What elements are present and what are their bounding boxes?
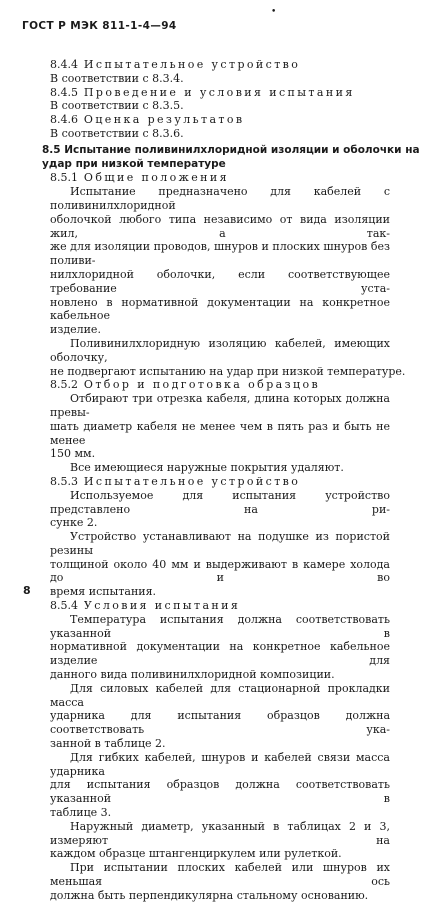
paragraph-line: нилхлоридной оболочки, если соответствующее требование уста-: [50, 267, 390, 295]
section-8-4-6-text: В соответствии с 8.3.6.: [50, 126, 184, 140]
section-8-4-4-title: 8.4.4 Испытательное устройство: [50, 58, 301, 71]
paragraph-line: При испытании плоских кабелей или шнуров их меньшая ось: [50, 861, 390, 889]
paragraph-line: не подвергают испытанию на удар при низкой температуре.: [50, 364, 406, 378]
paragraph-line: новлено в нормативной документации на конкретное кабельное: [50, 295, 390, 323]
paragraph-line: Для силовых кабелей для стационарной прокладки масса: [50, 681, 390, 709]
paragraph-line: занной в таблице 2.: [50, 737, 166, 751]
paragraph-line: Для гибких кабелей, шнуров и кабелей связи масса ударника: [50, 750, 390, 778]
paragraph-line: Наружный диаметр, указанный в таблицах 2 и 3, измеряют на: [50, 819, 390, 847]
speck: •: [271, 7, 277, 17]
page-number: 8: [23, 584, 31, 597]
section-8-4-5-title: 8.4.5 Проведение и условия испытания: [50, 85, 355, 99]
paragraph-line: изделие.: [50, 323, 101, 337]
paragraph-line: шать диаметр кабеля не менее чем в пять раз и быть не менее: [50, 419, 390, 447]
paragraph-line: 150 мм.: [50, 447, 96, 461]
section-8-5-2-title: 8.5.2 Отбор и подготовка образцов: [50, 378, 321, 392]
section-8-4-5-text: В соответствии с 8.3.5.: [50, 99, 184, 113]
paragraph-line: данного вида поливинилхлоридной композиции.: [50, 668, 335, 682]
section-8-5-1-title: 8.5.1 Общие положения: [50, 171, 229, 185]
paragraph-line: Все имеющиеся наружные покрытия удаляют.: [70, 461, 344, 475]
section-8-5-heading-line1: 8.5 Испытание поливинилхлоридной изоляции и оболочки на: [42, 143, 420, 156]
paragraph-line: сунке 2.: [50, 516, 98, 530]
paragraph-line: ударника для испытания образцов должна соответствовать ука-: [50, 709, 390, 737]
paragraph-line: толщиной около 40 мм и выдерживают в камере холода до и во: [50, 557, 390, 585]
document-body: [42, 58, 420, 903]
section-8-5-3-title: 8.5.3 Испытательное устройство: [50, 474, 301, 488]
section-8-5-4-title: 8.5.4 Условия испытания: [50, 599, 241, 613]
paragraph-line: Устройство устанавливают на подушке из пористой резины: [50, 530, 390, 557]
paragraph-line: Температура испытания должна соответствовать указанной в: [50, 612, 390, 640]
paragraph-line: для испытания образцов должна соответствовать указанной в: [50, 778, 390, 806]
paragraph-line: Отбирают три отрезка кабеля, длина которых должна превы-: [50, 392, 390, 419]
section-8-5-heading-line2: удар при низкой температуре: [42, 157, 226, 170]
page-header-doc-code: ГОСТ Р МЭК 811-1-4—94: [22, 20, 177, 32]
paragraph-line: же для изоляции проводов, шнуров и плоских шнуров без поливи-: [50, 240, 390, 268]
paragraph-line: оболочкой любого типа независимо от вида изоляции жил, а так-: [50, 212, 390, 240]
section-8-4-6-title: 8.4.6 Оценка результатов: [50, 113, 245, 127]
paragraph-line: время испытания.: [50, 585, 157, 599]
paragraph-line: должна быть перпендикулярна стальному основанию.: [50, 888, 369, 902]
paragraph-line: нормативной документации на конкретное кабельное изделие для: [50, 640, 390, 668]
paragraph-line: каждом образце штангенциркулем или рулеткой.: [50, 847, 342, 861]
section-8-4-4-text: В соответствии с 8.3.4.: [50, 71, 184, 85]
paragraph-line: Испытание предназначено для кабелей с поливинилхлоридной: [50, 185, 390, 212]
paragraph-line: таблице 3.: [50, 806, 112, 820]
paragraph-line: Поливинилхлоридную изоляцию кабелей, имеющих оболочку,: [50, 336, 390, 364]
paragraph-line: Используемое для испытания устройство представлено на ри-: [50, 488, 390, 516]
